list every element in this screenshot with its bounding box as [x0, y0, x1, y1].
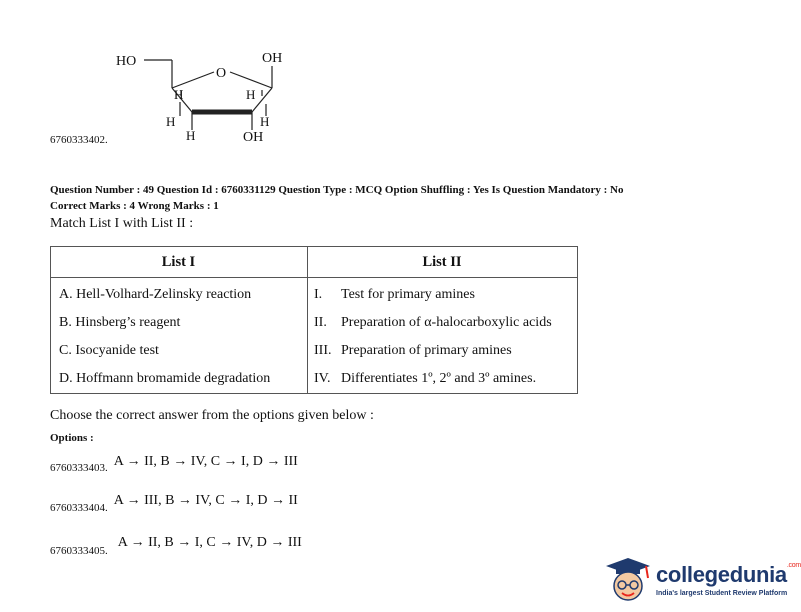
option-answer: A → II, B → IV, C → I, D → III [113, 454, 298, 469]
list-2-header: List II [308, 247, 578, 278]
question-prompt: Match List I with List II : [50, 216, 194, 231]
question-header: Question Number : 49 Question Id : 6760331129 Question Type : MCQ Option Shuffling : Yes Is Question Mandatory : No [50, 184, 624, 196]
table-row [51, 365, 578, 394]
ring-oxygen-label: O [216, 66, 227, 81]
list-2-item [308, 309, 578, 337]
option-row[interactable] [50, 533, 302, 557]
table-header-row [51, 247, 578, 278]
list-1-header: List I [51, 247, 308, 278]
list-1-item: A. Hell-Volhard-Zelinsky reaction [51, 278, 308, 310]
collegedunia-logo[interactable] [598, 550, 801, 608]
furanose-structure [110, 44, 310, 148]
question-marks: Correct Marks : 4 Wrong Marks : 1 [50, 200, 219, 212]
structure-option-id: 6760333402. [50, 134, 108, 146]
table-row [51, 309, 578, 337]
roman-numeral: IV. [314, 371, 331, 386]
table-row [51, 278, 578, 310]
roman-numeral: II. [314, 315, 327, 330]
mascot-icon [602, 554, 652, 606]
option-row[interactable] [50, 452, 298, 474]
list-1-item: C. Isocyanide test [51, 337, 308, 365]
option-id: 6760333403. [50, 462, 108, 474]
table-row [51, 337, 578, 365]
list-2-text: Preparation of primary amines [341, 343, 512, 358]
list-2-item [308, 278, 578, 310]
oh-top-label: OH [262, 51, 283, 66]
list-2-item [308, 365, 578, 394]
option-id: 6760333405. [50, 545, 108, 557]
h-label: H [186, 128, 196, 143]
option-id: 6760333404. [50, 502, 108, 514]
h-label: H [174, 87, 184, 102]
roman-numeral: I. [314, 287, 323, 302]
option-answer: A → III, B → IV, C → I, D → II [113, 493, 298, 508]
h-label: H [260, 114, 270, 129]
h-label: H [246, 87, 256, 102]
option-row[interactable] [50, 491, 298, 514]
logo-name: collegedunia [656, 562, 787, 587]
logo-tagline: India's largest Student Review Platform [656, 590, 788, 597]
list-1-item: B. Hinsberg’s reagent [51, 309, 308, 337]
list-2-text: Differentiates 1º, 2º and 3º amines. [341, 371, 537, 386]
roman-numeral: III. [314, 343, 332, 358]
list-2-item [308, 337, 578, 365]
logo-suffix: .com [786, 562, 801, 569]
list-1-item: D. Hoffmann bromamide degradation [51, 365, 308, 394]
ho-label: HO [116, 54, 137, 69]
list-2-text: Preparation of α-halocarboxylic acids [341, 315, 552, 330]
options-label: Options : [50, 432, 94, 444]
list-2-text: Test for primary amines [341, 287, 475, 302]
h-label: H [166, 114, 176, 129]
match-table [50, 246, 578, 394]
oh-bottom-label: OH [243, 130, 264, 145]
option-answer: A → II, B → I, C → IV, D → III [117, 535, 302, 550]
choose-instruction: Choose the correct answer from the options given below : [50, 408, 374, 423]
